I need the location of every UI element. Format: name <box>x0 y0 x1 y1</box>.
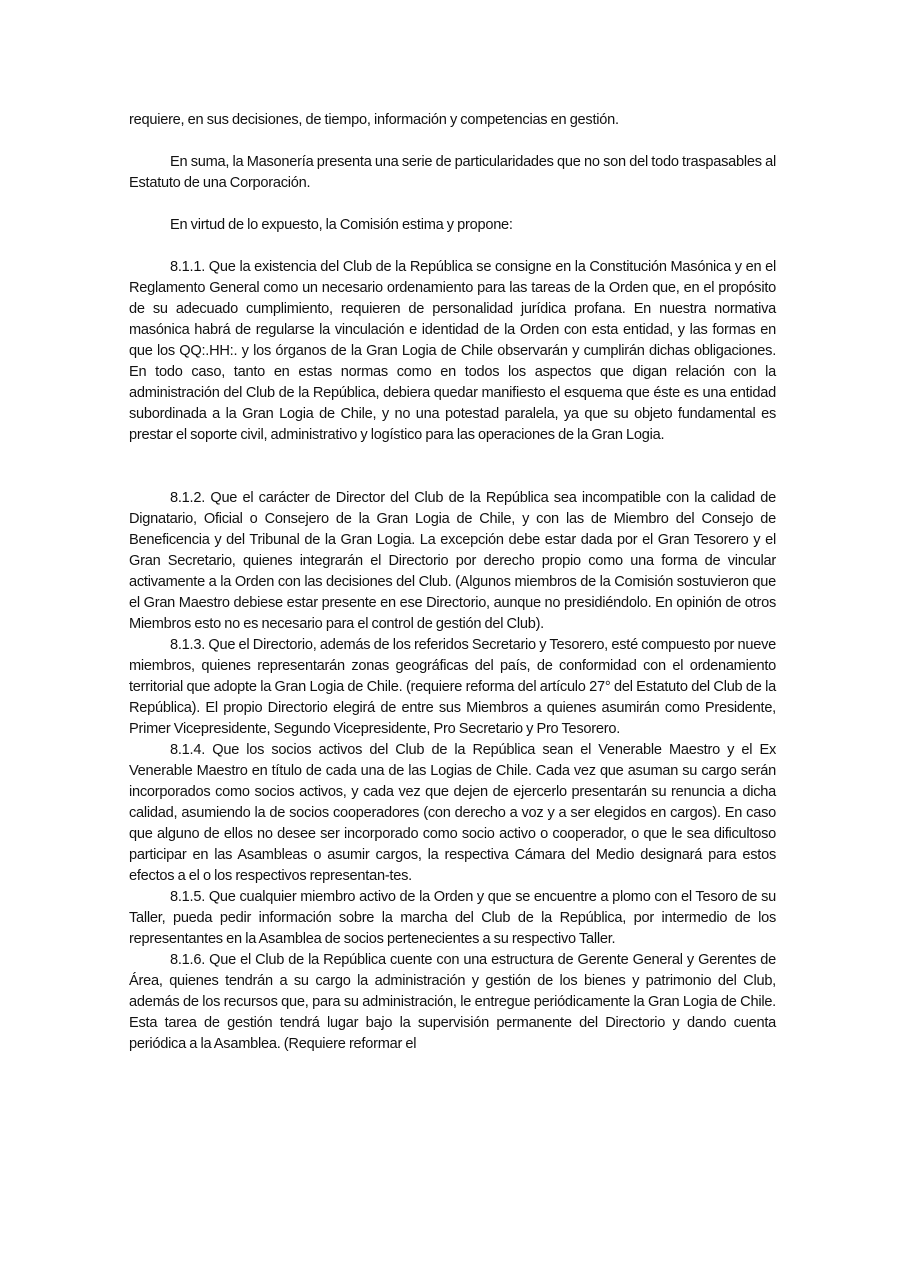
paragraph-8-1-2: 8.1.2. Que el carácter de Director del Club de la República sea incompatible con la calidad de Dignatario, Oficial o Consejero de la Gran Logia de Chile, y con las de Miembro del Consejo de Beneficencia y del Tribunal de la Gran Logia. La excepción debe estar dada por el Gran Tesorero y el Gran Secretario, quienes integrarán el Directorio por derecho propio como una forma de vincular activamente a la Orden con las decisiones del Club. (Algunos miembros de la Comisión sostuvieron que el Gran Maestro debiese estar presente en ese Directorio, aunque no presidiéndolo. En opinión de otros Miembros esto no es necesario para el control de gestión del Club). <box>129 490 776 632</box>
paragraph-8-1-1: 8.1.1. Que la existencia del Club de la República se consigne en la Constitución Masónica y en el Reglamento General como un necesario ordenamiento para las tareas de la Orden que, en el propósito de su adecuado cumplimiento, requieren de personalidad jurídica profana. En nuestra normativa masónica habrá de regularse la vinculación e identidad de la Orden con esta entidad, y las formas en que los QQ:.HH:. y los órganos de la Gran Logia de Chile observarán y cumplirán dichas obligaciones. En todo caso, tanto en estas normas como en todos los aspectos que digan relación con la administración del Club de la República, debiera quedar manifiesto el esquema que éste es una entidad subordinada a la Gran Logia de Chile, y no una potestad paralela, ya que su objeto fundamental es prestar el soporte civil, administrativo y logístico para las operaciones de la Gran Logia. <box>129 259 776 443</box>
paragraph-summary: En suma, la Masonería presenta una serie de particularidades que no son del todo traspasables al Estatuto de una Corporación. <box>129 154 776 191</box>
paragraph-proposal-intro: En virtud de lo expuesto, la Comisión estima y propone: <box>170 217 513 233</box>
paragraph-8-1-4: 8.1.4. Que los socios activos del Club de la República sean el Venerable Maestro y el Ex Venerable Maestro en título de cada una de las Logias de Chile. Cada vez que asuman su cargo serán incorporados como socios activos, y cada vez que dejen de ejercerlo presentarán su renuncia a dicha calidad, asumiendo la de socios cooperadores (con derecho a voz y a ser elegidos en cargos). En caso que alguno de ellos no desee ser incorporado como socio activo o cooperador, o que le sea dificultoso participar en las Asambleas o asumir cargos, la respectiva Cámara del Medio designará para estos efectos a el o los respectivos representan-tes. <box>129 742 776 884</box>
document-page <box>129 110 776 1055</box>
paragraph-8-1-5: 8.1.5. Que cualquier miembro activo de la Orden y que se encuentre a plomo con el Tesoro de su Taller, pueda pedir información sobre la marcha del Club de la República, por intermedio de los representantes en la Asamblea de socios pertenecientes a su respectivo Taller. <box>129 889 776 947</box>
paragraph-8-1-6: 8.1.6. Que el Club de la República cuente con una estructura de Gerente General y Gerentes de Área, quienes tendrán a su cargo la administración y gestión de los bienes y patrimonio del Club, además de los recursos que, para su administración, le entregue periódicamente la Gran Logia de Chile. Esta tarea de gestión tendrá lugar bajo la supervisión permanente del Directorio y dando cuenta periódica a la Asamblea. (Requiere reformar el <box>129 952 776 1052</box>
paragraph-8-1-3: 8.1.3. Que el Directorio, además de los referidos Secretario y Tesorero, esté compuesto por nueve miembros, quienes representarán zonas geográficas del país, de conformidad con el ordenamiento territorial que adopte la Gran Logia de Chile. (requiere reforma del artículo 27° del Estatuto del Club de la República). El propio Directorio elegirá de entre sus Miembros a quienes asumirán como Presidente, Primer Vicepresidente, Segundo Vicepresidente, Pro Secretario y Pro Tesorero. <box>129 637 776 737</box>
paragraph-continuation: requiere, en sus decisiones, de tiempo, información y competencias en gestión. <box>129 112 619 128</box>
